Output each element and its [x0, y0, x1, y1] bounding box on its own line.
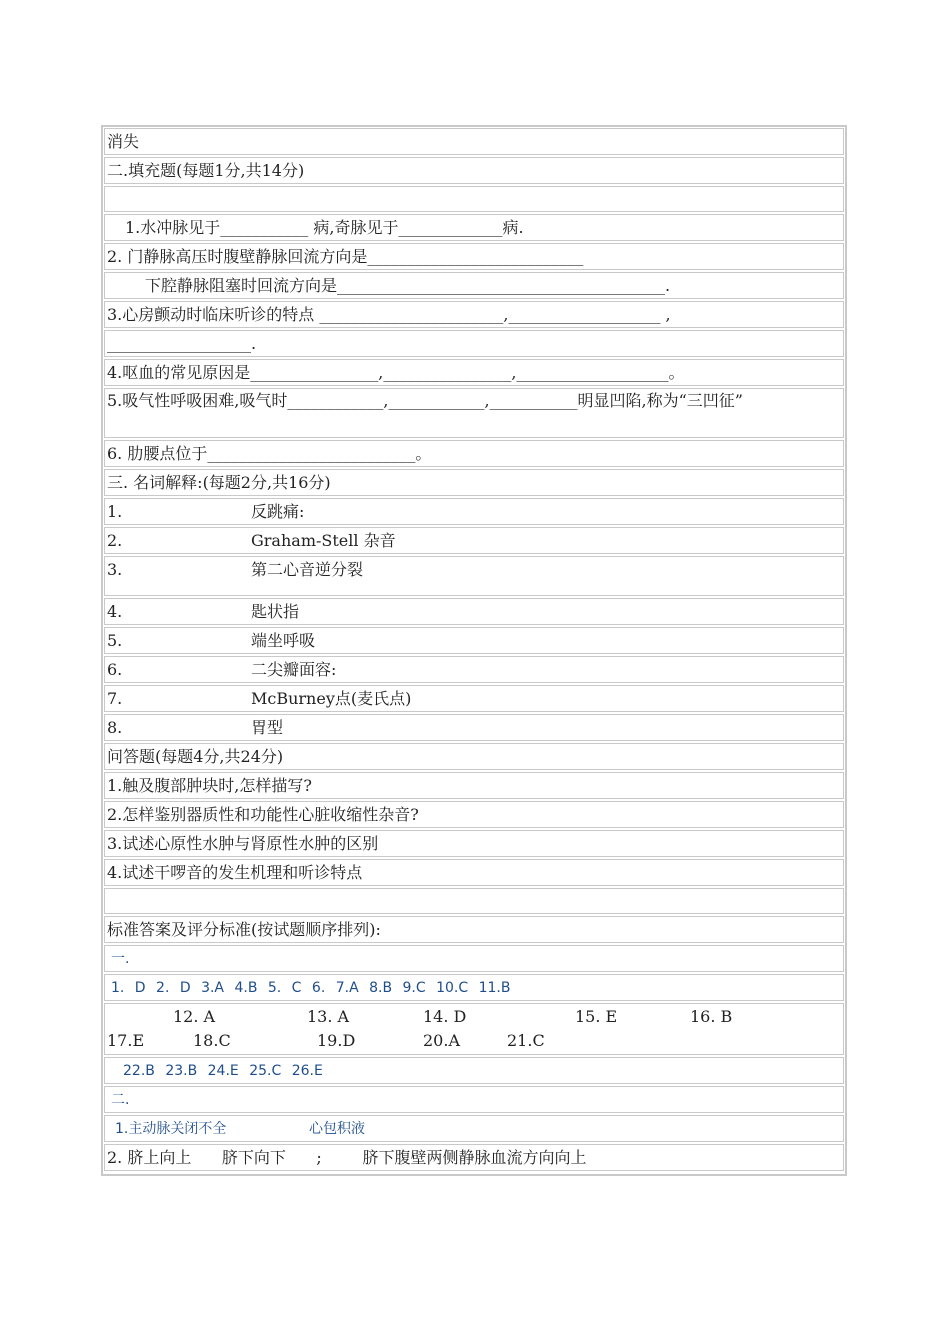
table-row [104, 330, 844, 357]
term-row [104, 714, 844, 741]
term-text: 二尖瓣面容: [251, 660, 337, 679]
table-row [104, 359, 844, 386]
table-row [104, 128, 844, 155]
table-row [104, 272, 844, 299]
term-number: 2. [107, 531, 123, 550]
question-text: 1.水冲脉见于___________ 病,奇脉见于_____________病. [125, 218, 524, 237]
term-number: 5. [107, 631, 123, 650]
term-number: 8. [107, 718, 123, 737]
term-text: 反跳痛: [251, 502, 305, 521]
question-text: 5.吸气性呼吸困难,吸气时____________,____________,___________明显凹陷,称为“三凹征” [107, 391, 743, 410]
section-heading: 问答题(每题4分,共24分) [107, 747, 284, 766]
blank-row [104, 888, 844, 914]
section-heading: 二.填充题(每题1分,共14分) [107, 161, 305, 180]
term-number: 6. [107, 660, 123, 679]
question-text: 4.试述干啰音的发生机理和听诊特点 [107, 863, 363, 882]
section-heading: 标准答案及评分标准(按试题顺序排列): [107, 920, 381, 939]
table-row [104, 301, 844, 328]
answer-item: 18.C [193, 1031, 231, 1050]
table-row [104, 469, 844, 496]
answer-line: 22.B 23.B 24.E 25.C 26.E [123, 1063, 323, 1079]
table-row [104, 243, 844, 270]
term-number: 3. [107, 560, 123, 579]
term-number: 4. [107, 602, 123, 621]
term-text: 胃型 [251, 718, 284, 737]
answer-row [104, 1086, 844, 1113]
section-heading: 三. 名词解释:(每题2分,共16分) [107, 473, 331, 492]
row-text: 消失 [107, 132, 140, 151]
table-row [104, 440, 844, 467]
answer-item: 16. B [690, 1007, 733, 1026]
answer-line: 2. 脐上向上 脐下向下 ; 脐下腹壁两侧静脉血流方向向上 [107, 1148, 587, 1167]
question-text: 6. 肋腰点位于__________________________。 [107, 444, 432, 463]
answer-row [104, 1144, 844, 1171]
blank-row [104, 186, 844, 212]
term-text: 端坐呼吸 [251, 631, 316, 650]
document-table [101, 125, 847, 1176]
term-row [104, 556, 844, 596]
answer-row [104, 1115, 844, 1142]
answer-item: 21.C [507, 1031, 545, 1050]
answer-section-label: 一. [111, 951, 130, 967]
question-text: 1.触及腹部肿块时,怎样描写? [107, 776, 312, 795]
term-number: 7. [107, 689, 123, 708]
question-text: 3.试述心原性水肿与肾原性水肿的区别 [107, 834, 379, 853]
answer-row [104, 945, 844, 972]
answer-item: 20.A [423, 1031, 460, 1050]
term-row [104, 656, 844, 683]
table-row [104, 157, 844, 184]
table-row [104, 743, 844, 770]
question-text: 2. 门静脉高压时腹壁静脉回流方向是___________________________ [107, 247, 584, 266]
answer-item: 心包积液 [309, 1121, 365, 1137]
answer-line: 1. D 2. D 3.A 4.B 5. C 6. 7.A 8.B 9.C 10.C 11.B [111, 980, 511, 996]
term-row [104, 627, 844, 654]
table-row [104, 830, 844, 857]
term-row [104, 527, 844, 554]
table-row [104, 214, 844, 241]
answer-item: 15. E [575, 1007, 618, 1026]
term-row [104, 598, 844, 625]
table-row [104, 916, 844, 943]
answer-section-label: 二. [111, 1092, 130, 1108]
question-text: 3.心房颤动时临床听诊的特点 _______________________,___________________ , [107, 305, 671, 324]
answer-row [104, 974, 844, 1001]
answer-item: 14. D [423, 1007, 467, 1026]
table-row [104, 772, 844, 799]
table-row [104, 801, 844, 828]
answer-item: 1.主动脉关闭不全 [115, 1121, 227, 1137]
answer-row [104, 1057, 844, 1084]
term-row [104, 498, 844, 525]
answer-item: 17.E [107, 1031, 145, 1050]
term-text: McBurney点(麦氏点) [251, 689, 412, 708]
answer-item: 13. A [307, 1007, 350, 1026]
answer-row [104, 1003, 844, 1055]
table-row [104, 859, 844, 886]
question-text: 2.怎样鉴别器质性和功能性心脏收缩性杂音? [107, 805, 419, 824]
answer-item: 19.D [317, 1031, 356, 1050]
table-row [104, 388, 844, 438]
term-row [104, 685, 844, 712]
question-text: 下腔静脉阻塞时回流方向是_________________________________________. [145, 276, 671, 295]
question-text: 4.呕血的常见原因是________________,________________,___________________。 [107, 363, 685, 382]
question-text: __________________. [107, 334, 257, 353]
answer-item: 12. A [173, 1007, 216, 1026]
term-number: 1. [107, 502, 123, 521]
term-text: 匙状指 [251, 602, 300, 621]
term-text: Graham-Stell 杂音 [251, 531, 396, 550]
term-text: 第二心音逆分裂 [251, 560, 364, 579]
